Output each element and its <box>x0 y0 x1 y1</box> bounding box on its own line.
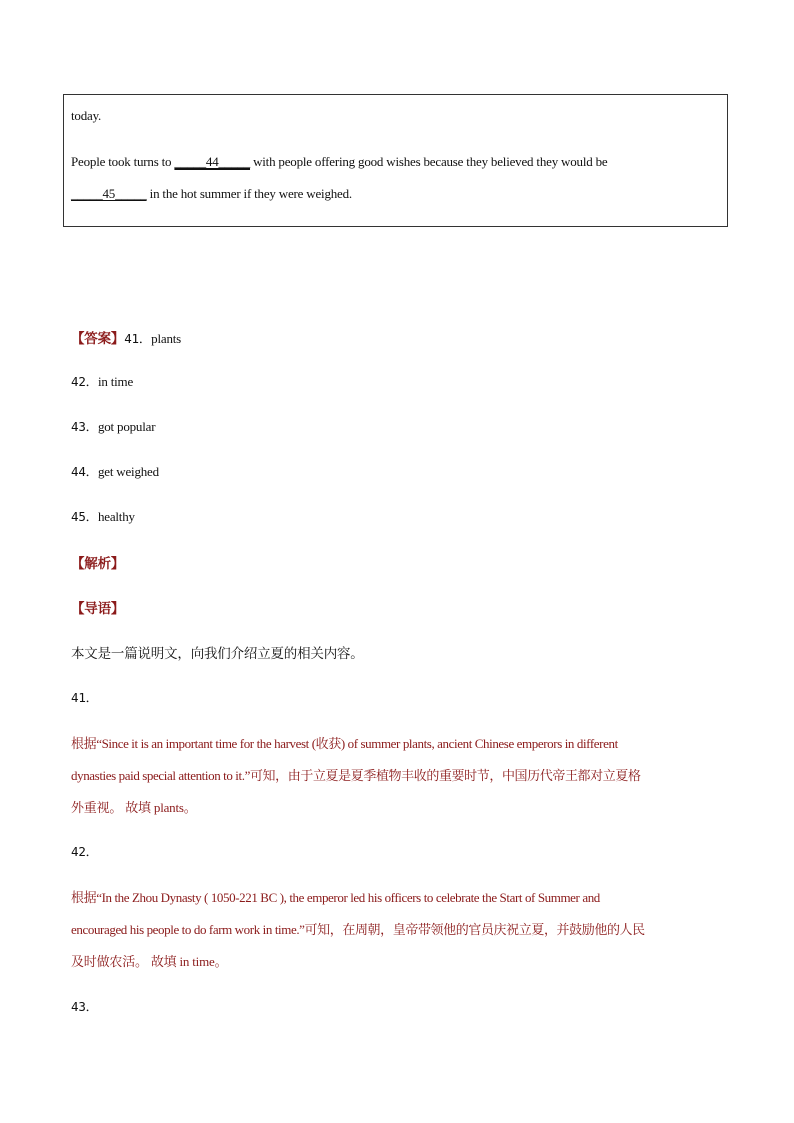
answer-45-num: 45． <box>71 509 98 524</box>
q43-number: 43． <box>71 999 98 1014</box>
answer-45-text: healthy <box>97 509 135 524</box>
q42-line-2: encouraged his people to do farm work in time.”可知，在周朝，皇帝带领他的官员庆祝立夏，并鼓励他的人民 <box>71 922 645 937</box>
answer-41 <box>71 327 181 347</box>
answer-44-num: 44． <box>71 464 98 479</box>
passage-line-2-post: with people offering good wishes because they believed they would be <box>250 154 608 169</box>
passage-line-2-pre: People took turns to <box>71 154 175 169</box>
q42-number: 42． <box>71 844 98 859</box>
guide-label: 【导语】 <box>71 601 125 617</box>
answer-42-num: 42． <box>71 374 98 389</box>
passage-line-1: today. <box>71 108 102 123</box>
passage-line-3-post: in the hot summer if they were weighed. <box>146 186 352 201</box>
analysis-label: 【解析】 <box>71 556 125 572</box>
answer-41-text: plants <box>151 331 182 346</box>
answer-43 <box>71 417 155 435</box>
answer-44-text: get weighed <box>97 464 159 479</box>
guide-text: 本文是一篇说明文，向我们介绍立夏的相关内容。 <box>71 646 364 662</box>
blank-45: _____45_____ <box>71 186 147 201</box>
q41-line-1: 根据“Since it is an important time for the harvest (收获) of summer plants, ancient Chinese emperors in different <box>71 736 618 751</box>
answer-42 <box>71 372 133 390</box>
answer-41-num: 41． <box>124 331 152 346</box>
answer-43-text: got popular <box>97 419 156 434</box>
answer-45 <box>71 507 135 525</box>
passage-line-2 <box>71 154 607 170</box>
q42-line-3: 及时做农活。 故填 in time。 <box>71 954 228 969</box>
answer-44 <box>71 462 159 480</box>
answer-43-num: 43． <box>71 419 98 434</box>
blank-44: _____44_____ <box>174 154 251 169</box>
answer-label: 【答案】 <box>71 331 125 347</box>
q41-line-3: 外重视。 故填 plants。 <box>71 800 197 815</box>
passage-line-3 <box>71 186 352 202</box>
q41-number: 41． <box>71 690 98 705</box>
q41-line-2: dynasties paid special attention to it.”可知，由于立夏是夏季植物丰收的重要时节，中国历代帝王都对立夏格 <box>71 768 641 783</box>
answer-42-text: in time <box>97 374 134 389</box>
q42-line-1: 根据“In the Zhou Dynasty ( 1050-221 BC ), the emperor led his officers to celebrate the Start of Summer and <box>71 890 600 905</box>
